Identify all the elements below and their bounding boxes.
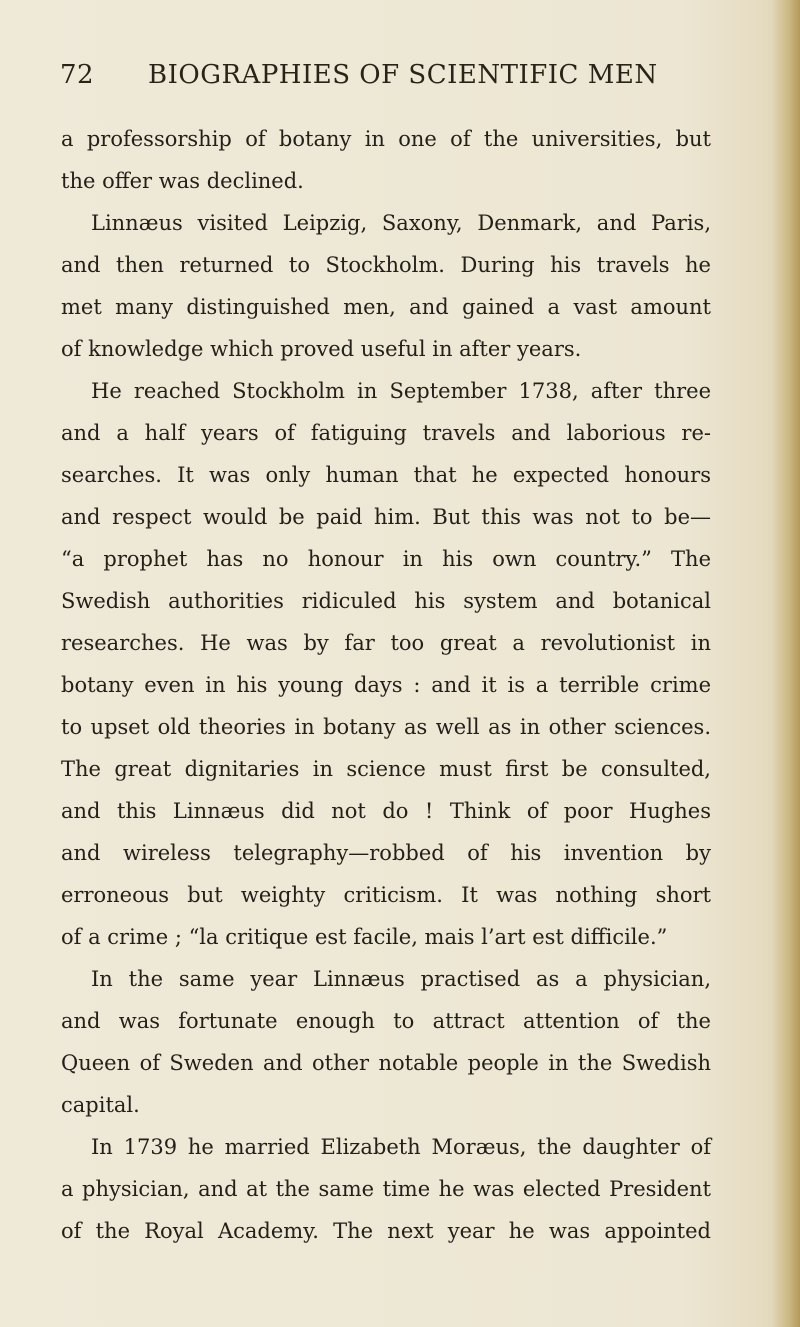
text-line: of the Royal Academy. The next year he was appointed [61, 1219, 711, 1243]
text-line: to upset old theories in botany as well as in other sciences. [61, 715, 711, 739]
text-line: researches. He was by far too great a revolutionist in [61, 631, 711, 655]
text-line: The great dignitaries in science must first be consulted, [61, 757, 711, 781]
text-line: and respect would be paid him. But this was not to be— [61, 505, 711, 529]
page-edge-shadow [772, 0, 800, 1327]
text-line: and a half years of fatiguing travels and laborious re- [61, 421, 711, 445]
text-line: He reached Stockholm in September 1738, after three [91, 379, 711, 403]
text-line: erroneous but weighty criticism. It was nothing short [61, 883, 711, 907]
page-number: 72 [60, 60, 95, 90]
text-line: a professorship of botany in one of the universities, but [61, 127, 711, 151]
text-line: In the same year Linnæus practised as a physician, [91, 967, 711, 991]
text-line: searches. It was only human that he expected honours [61, 463, 711, 487]
text-line: and then returned to Stockholm. During his travels he [61, 253, 711, 277]
running-head [60, 60, 740, 100]
text-line: a physician, and at the same time he was elected President [61, 1177, 711, 1201]
text-line: and wireless telegraphy—robbed of his invention by [61, 841, 711, 865]
text-line: the offer was declined. [61, 169, 304, 193]
text-line: of a crime ; “la critique est facile, mais l’art est difficile.” [61, 925, 668, 949]
text-line: Queen of Sweden and other notable people in the Swedish [61, 1051, 711, 1075]
text-line: and this Linnæus did not do ! Think of poor Hughes [61, 799, 711, 823]
text-line: of knowledge which proved useful in after years. [61, 337, 582, 361]
text-line: “a prophet has no honour in his own country.” The [61, 547, 711, 571]
text-line: botany even in his young days : and it is a terrible crime [61, 673, 711, 697]
text-line: Linnæus visited Leipzig, Saxony, Denmark, and Paris, [91, 211, 711, 235]
text-line: met many distinguished men, and gained a vast amount [61, 295, 711, 319]
text-line: capital. [61, 1093, 140, 1117]
body-text [61, 118, 711, 1252]
text-line: and was fortunate enough to attract attention of the [61, 1009, 711, 1033]
running-title: BIOGRAPHIES OF SCIENTIFIC MEN [148, 60, 658, 90]
text-line: Swedish authorities ridiculed his system and botanical [61, 589, 711, 613]
text-line: In 1739 he married Elizabeth Moræus, the daughter of [91, 1135, 711, 1159]
